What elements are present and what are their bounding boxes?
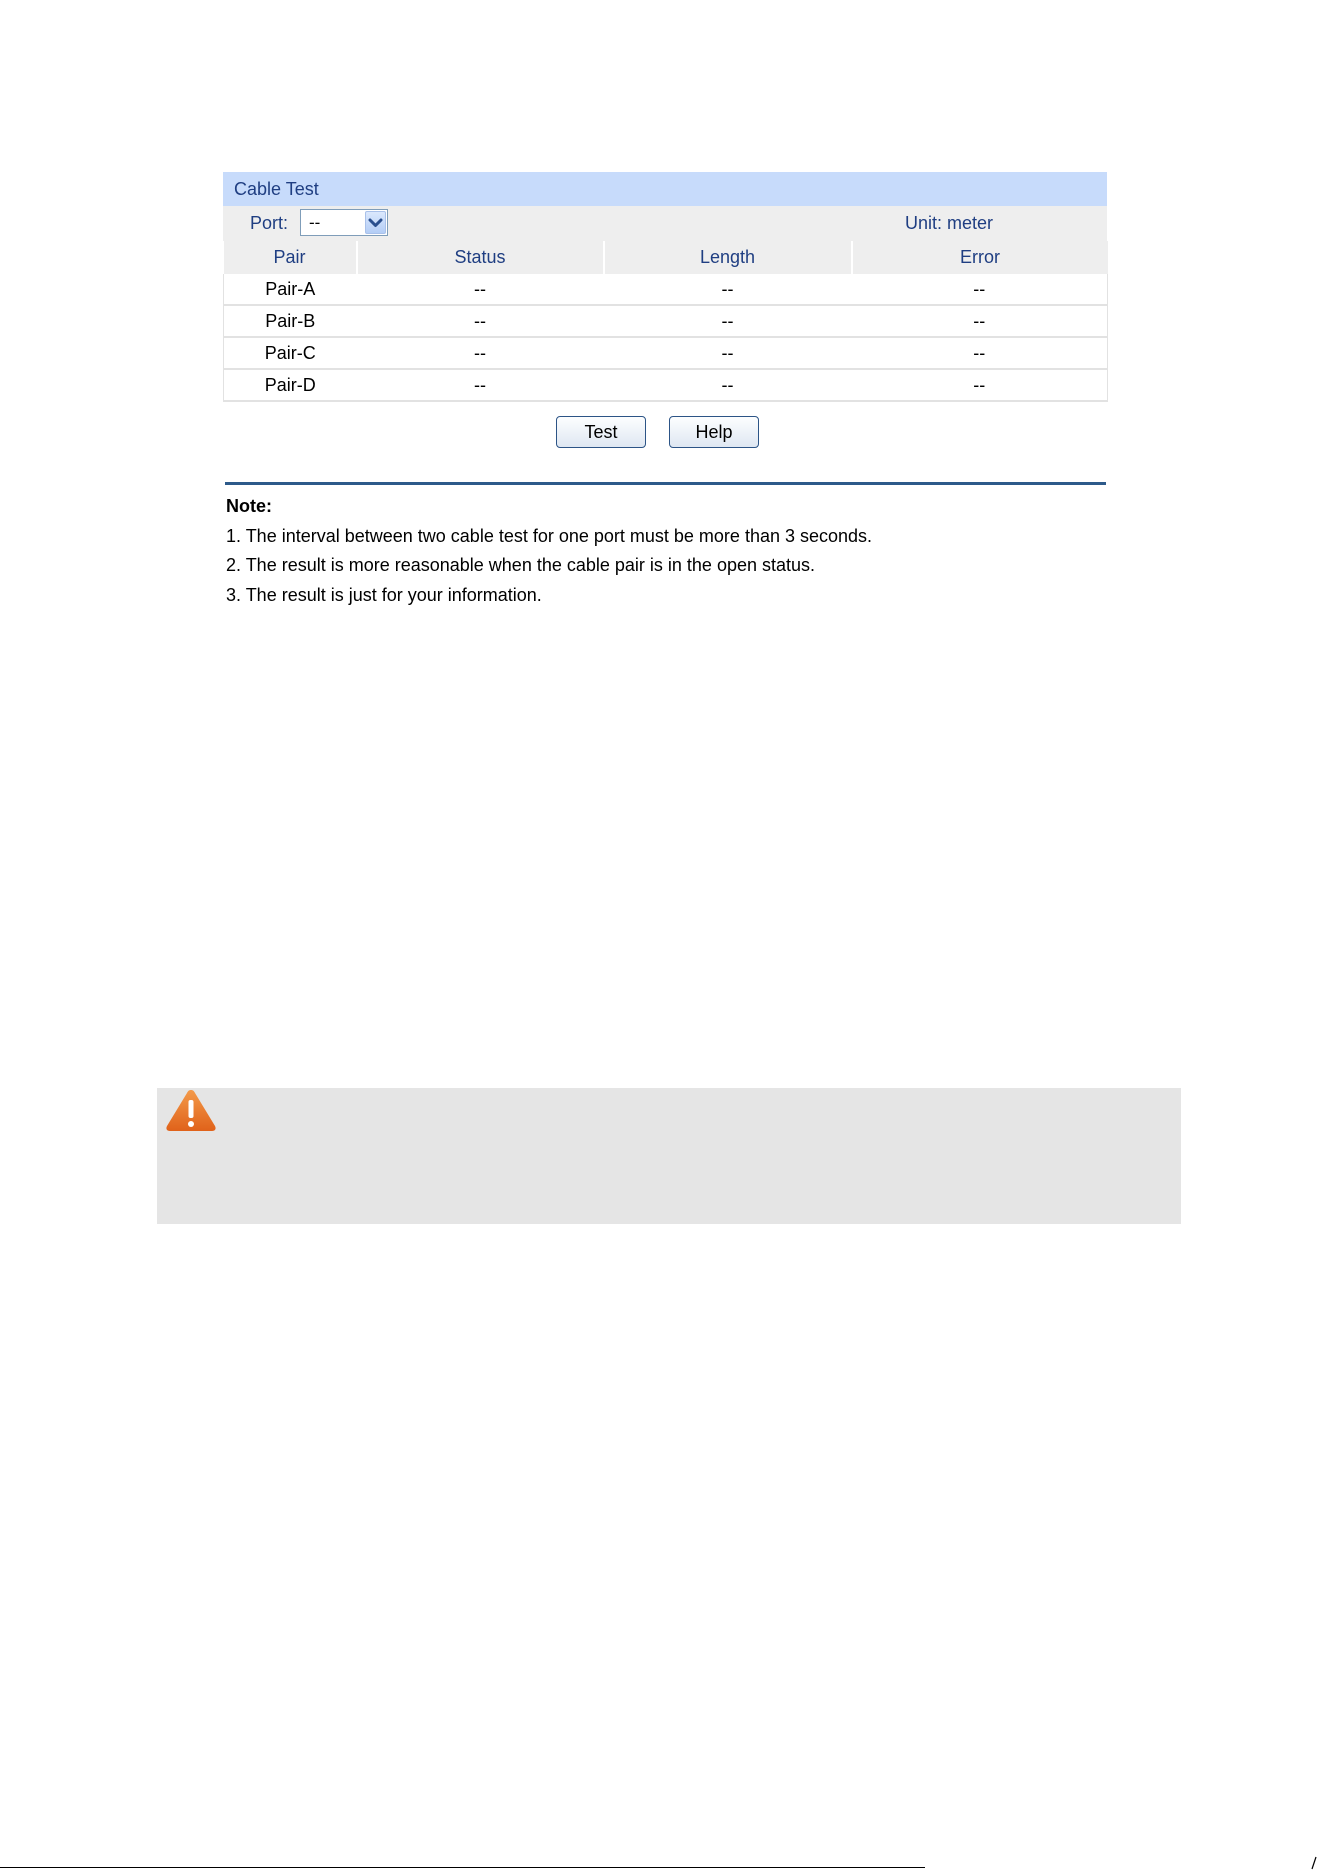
cell-pair: Pair-C <box>224 337 357 369</box>
footer-rule <box>0 1867 925 1868</box>
cell-length: -- <box>604 274 852 305</box>
warning-box <box>157 1088 1181 1224</box>
cable-test-table <box>223 241 1108 402</box>
cell-status: -- <box>357 305 604 337</box>
cell-error: -- <box>852 369 1108 401</box>
cell-error: -- <box>852 337 1108 369</box>
warning-icon <box>164 1088 218 1132</box>
table-row <box>224 369 1108 401</box>
table-header-row <box>224 241 1108 274</box>
cell-length: -- <box>604 369 852 401</box>
cell-error: -- <box>852 305 1108 337</box>
cell-length: -- <box>604 337 852 369</box>
chevron-down-icon[interactable] <box>365 211 386 234</box>
table-row <box>224 305 1108 337</box>
note-title: Note: <box>226 496 272 516</box>
table-row <box>224 274 1108 305</box>
cell-status: -- <box>357 274 604 305</box>
cell-length: -- <box>604 305 852 337</box>
table-row <box>224 337 1108 369</box>
cell-pair: Pair-A <box>224 274 357 305</box>
note-item: 3. The result is just for your information. <box>226 584 542 605</box>
note-item: 2. The result is more reasonable when the cable pair is in the open status. <box>226 555 816 575</box>
cell-status: -- <box>357 369 604 401</box>
cell-pair: Pair-D <box>224 369 357 401</box>
note-divider <box>225 482 1106 485</box>
button-row <box>223 416 1107 448</box>
panel-title: Cable Test <box>223 172 1107 206</box>
cable-test-panel <box>223 172 1107 402</box>
cell-pair: Pair-B <box>224 305 357 337</box>
port-row <box>223 206 1107 241</box>
cell-error: -- <box>852 274 1108 305</box>
port-select[interactable] <box>300 209 388 236</box>
port-label: Port: <box>250 213 289 233</box>
unit-label: Unit: meter <box>904 213 993 233</box>
column-header-pair: Pair <box>224 241 357 274</box>
note-item: 1. The interval between two cable test for one port must be more than 3 seconds. <box>226 525 873 546</box>
help-button[interactable]: Help <box>669 416 759 448</box>
column-header-error: Error <box>852 241 1108 274</box>
corner-mark <box>1310 1856 1318 1870</box>
note-section <box>226 492 872 610</box>
cell-status: -- <box>357 337 604 369</box>
column-header-length: Length <box>604 241 852 274</box>
port-select-value: -- <box>309 213 321 232</box>
test-button[interactable]: Test <box>556 416 646 448</box>
column-header-status: Status <box>357 241 604 274</box>
